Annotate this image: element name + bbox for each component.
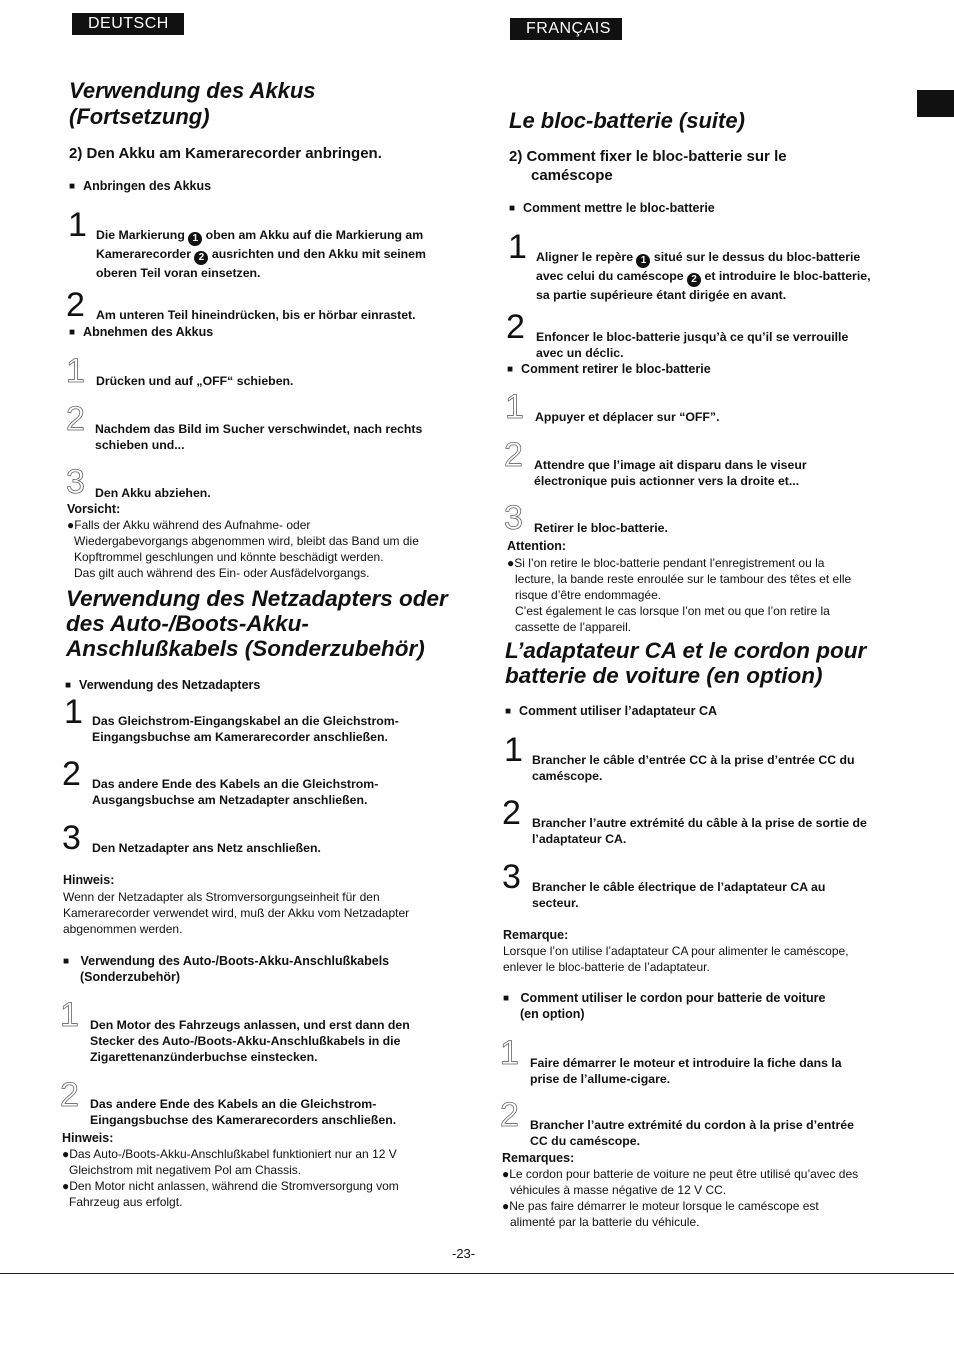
step-number-outline: 3 [504,499,523,537]
hint-label-de-2: Hinweis: [62,1131,114,1145]
caution-label-fr: Attention: [507,539,567,553]
step-text-de-car-2: Das andere Ende des Kabels an die Gleichstrom- Eingangsbuchse des Kamerarecorders anschließen. [90,1097,397,1127]
bullet-attach-fr: ■ Comment mettre le bloc-batterie [509,200,715,218]
step-number: 1 [504,731,523,769]
bullet-car-de-line2: (Sonderzubehör) [80,970,180,984]
step-text-de-attach-2: Am unteren Teil hineindrücken, bis er hörbar einrastet. [96,308,416,322]
step-number: 1 [508,228,527,266]
footer-rule [0,1273,954,1274]
step-text-fr-attach-1: Aligner le repère 1 situé sur le dessus du bloc-batterie avec celui du caméscope 2 et introduire le bloc-batterie, sa partie supérieure étant dirigée en avant. [536,250,871,302]
bullet-remove-de: ■ Abnehmen des Akkus [69,324,213,342]
marker-2-icon: 2 [687,273,701,287]
page-number: -23- [452,1246,476,1261]
subsection-title-de: 2) Den Akku am Kamerarecorder anbringen. [69,145,382,162]
hint-label-de: Hinweis: [63,873,115,887]
step-text-de-remove-1: Drücken und auf „OFF“ schieben. [96,374,294,388]
hint-text-de-2: ●Das Auto-/Boots-Akku-Anschlußkabel funktioniert nur an 12 V Gleichstrom mit negativem Pol am Chassis. ●Den Motor nicht anlassen, während die Stromversorgung vom Fahrzeug aus erfolgt. [62,1147,399,1209]
caution-text-de: ●Falls der Akku während des Aufnahme- oder Wiedergabevorgangs abgenommen wird, bleibt das Band um die Kopftrommel geschlungen und könnte beschädigt werden. Das gilt auch während des Ein- oder Ausfädelvorgangs. [67,518,419,580]
step-text-de-remove-2: Nachdem das Bild im Sucher verschwindet, nach rechts schieben und... [95,422,423,452]
step-number: 2 [66,286,85,324]
step-number: 1 [68,206,87,244]
step-number: 1 [64,693,83,731]
bullet-car-de: ■ Verwendung des Auto-/Boots-Akku-Anschlußkabels [63,953,389,971]
step-number: 2 [506,308,525,346]
step-number-outline: 2 [66,400,85,438]
step-number-outline: 1 [500,1034,519,1072]
step-number: 3 [62,819,81,857]
page-tab-marker [917,90,954,117]
step-number-outline: 2 [60,1076,79,1114]
step-text-de-adapter-2: Das andere Ende des Kabels an die Gleichstrom- Ausgangsbuchse am Netzadapter anschließen. [92,777,379,807]
step-number-outline: 1 [66,352,85,390]
marker-2-icon: 2 [194,251,208,265]
step-text-de-car-1: Den Motor des Fahrzeugs anlassen, und erst dann den Stecker des Auto-/Boots-Akku-Anschlußkabels in die Zigarettenanzünderbuchse einstecken. [90,1018,410,1064]
hint-label-fr: Remarque: [503,928,569,942]
bullet-car-fr-line2: (en option) [520,1007,585,1021]
marker-1-icon: 1 [188,232,202,246]
language-label-fr: FRANÇAIS [510,18,622,40]
section-title-fr: Le bloc-batterie (suite) [509,108,745,133]
step-text-de-adapter-3: Den Netzadapter ans Netz anschließen. [92,841,321,855]
title-line: Verwendung des Akkus [69,78,316,103]
step-text-fr-adapter-1: Brancher le câble d’entrée CC à la prise d’entrée CC du caméscope. [532,753,855,783]
bullet-adapter-de: ■ Verwendung des Netzadapters [65,677,260,695]
title-line: (Fortsetzung) [69,104,210,129]
bullet-attach-de: ■ Anbringen des Akkus [69,178,211,196]
step-number-outline: 2 [500,1096,519,1134]
section-title-de [69,78,316,130]
step-number-outline: 2 [504,436,523,474]
marker-1-icon: 1 [636,254,650,268]
hint-text-de: Wenn der Netzadapter als Stromversorgungseinheit für den Kamerarecorder verwendet wird, muß der Akku vom Netzadapter abgenommen werden. [63,890,410,936]
section-title-fr-2: L’adaptateur CA et le cordon pour batterie de voiture (en option) [505,638,867,688]
step-number: 2 [62,755,81,793]
step-text-de-adapter-1: Das Gleichstrom-Eingangskabel an die Gleichstrom- Eingangsbuchse am Kamerarecorder anschließen. [92,714,399,744]
subsection-title-fr: 2) Comment fixer le bloc-batterie sur le caméscope [509,148,787,184]
step-number-outline: 1 [505,388,524,426]
bullet-remove-fr: ■ Comment retirer le bloc-batterie [507,361,711,379]
bullet-car-fr: ■ Comment utiliser le cordon pour batterie de voiture [503,990,825,1008]
step-text-fr-attach-2: Enfoncer le bloc-batterie jusqu’à ce qu’il se verrouille avec un déclic. [536,330,849,360]
caution-label-de: Vorsicht: [67,502,121,516]
step-text-fr-car-2: Brancher l’autre extrémité du cordon à la prise d’entrée CC du caméscope. [530,1118,854,1148]
step-text-fr-adapter-2: Brancher l’autre extrémité du câble à la prise de sortie de l’adaptateur CA. [532,816,867,846]
step-text-fr-remove-2: Attendre que l’image ait disparu dans le viseur électronique puis actionner vers la droite et... [534,458,807,488]
bullet-adapter-fr: ■ Comment utiliser l’adaptateur CA [505,703,717,721]
step-number: 3 [502,858,521,896]
caution-text-fr: ●Si l’on retire le bloc-batterie pendant l’enregistrement ou la lecture, la bande reste enroulée sur le tambour des têtes et elle risque d’être endommagée. C’est également le cas lorsque l’on met ou que l’on retire la cassette de l’appareil. [507,556,852,634]
hint-label-fr-2: Remarques: [502,1151,575,1165]
section-title-de-2: Verwendung des Netzadapters oder des Auto-/Boots-Akku- Anschlußkabels (Sonderzubehör) [66,586,448,661]
step-number: 2 [502,794,521,832]
step-number-outline: 1 [60,996,79,1034]
hint-text-fr-2: ●Le cordon pour batterie de voiture ne peut être utilisé qu’avec des véhicules à masse négative de 12 V CC. ●Ne pas faire démarrer le moteur lorsque le caméscope est alimenté par la batterie du véhicule. [502,1167,859,1229]
hint-text-fr: Lorsque l’on utilise l’adaptateur CA pour alimenter le caméscope, enlever le bloc-batterie de l’adaptateur. [503,944,849,974]
step-text-fr-adapter-3: Brancher le câble électrique de l’adaptateur CA au secteur. [532,880,826,910]
step-text-fr-remove-3: Retirer le bloc-batterie. [534,521,668,535]
step-text-de-attach-1: Die Markierung 1 oben am Akku auf die Markierung am Kamerarecorder 2 ausrichten und den Akku mit seinem oberen Teil voran einsetzen. [96,228,426,280]
step-text-fr-car-1: Faire démarrer le moteur et introduire la fiche dans la prise de l’allume-cigare. [530,1056,842,1086]
step-text-fr-remove-1: Appuyer et déplacer sur “OFF”. [535,410,720,424]
step-number-outline: 3 [66,463,85,501]
language-label-de: DEUTSCH [72,13,184,35]
step-text-de-remove-3: Den Akku abziehen. [95,486,211,500]
